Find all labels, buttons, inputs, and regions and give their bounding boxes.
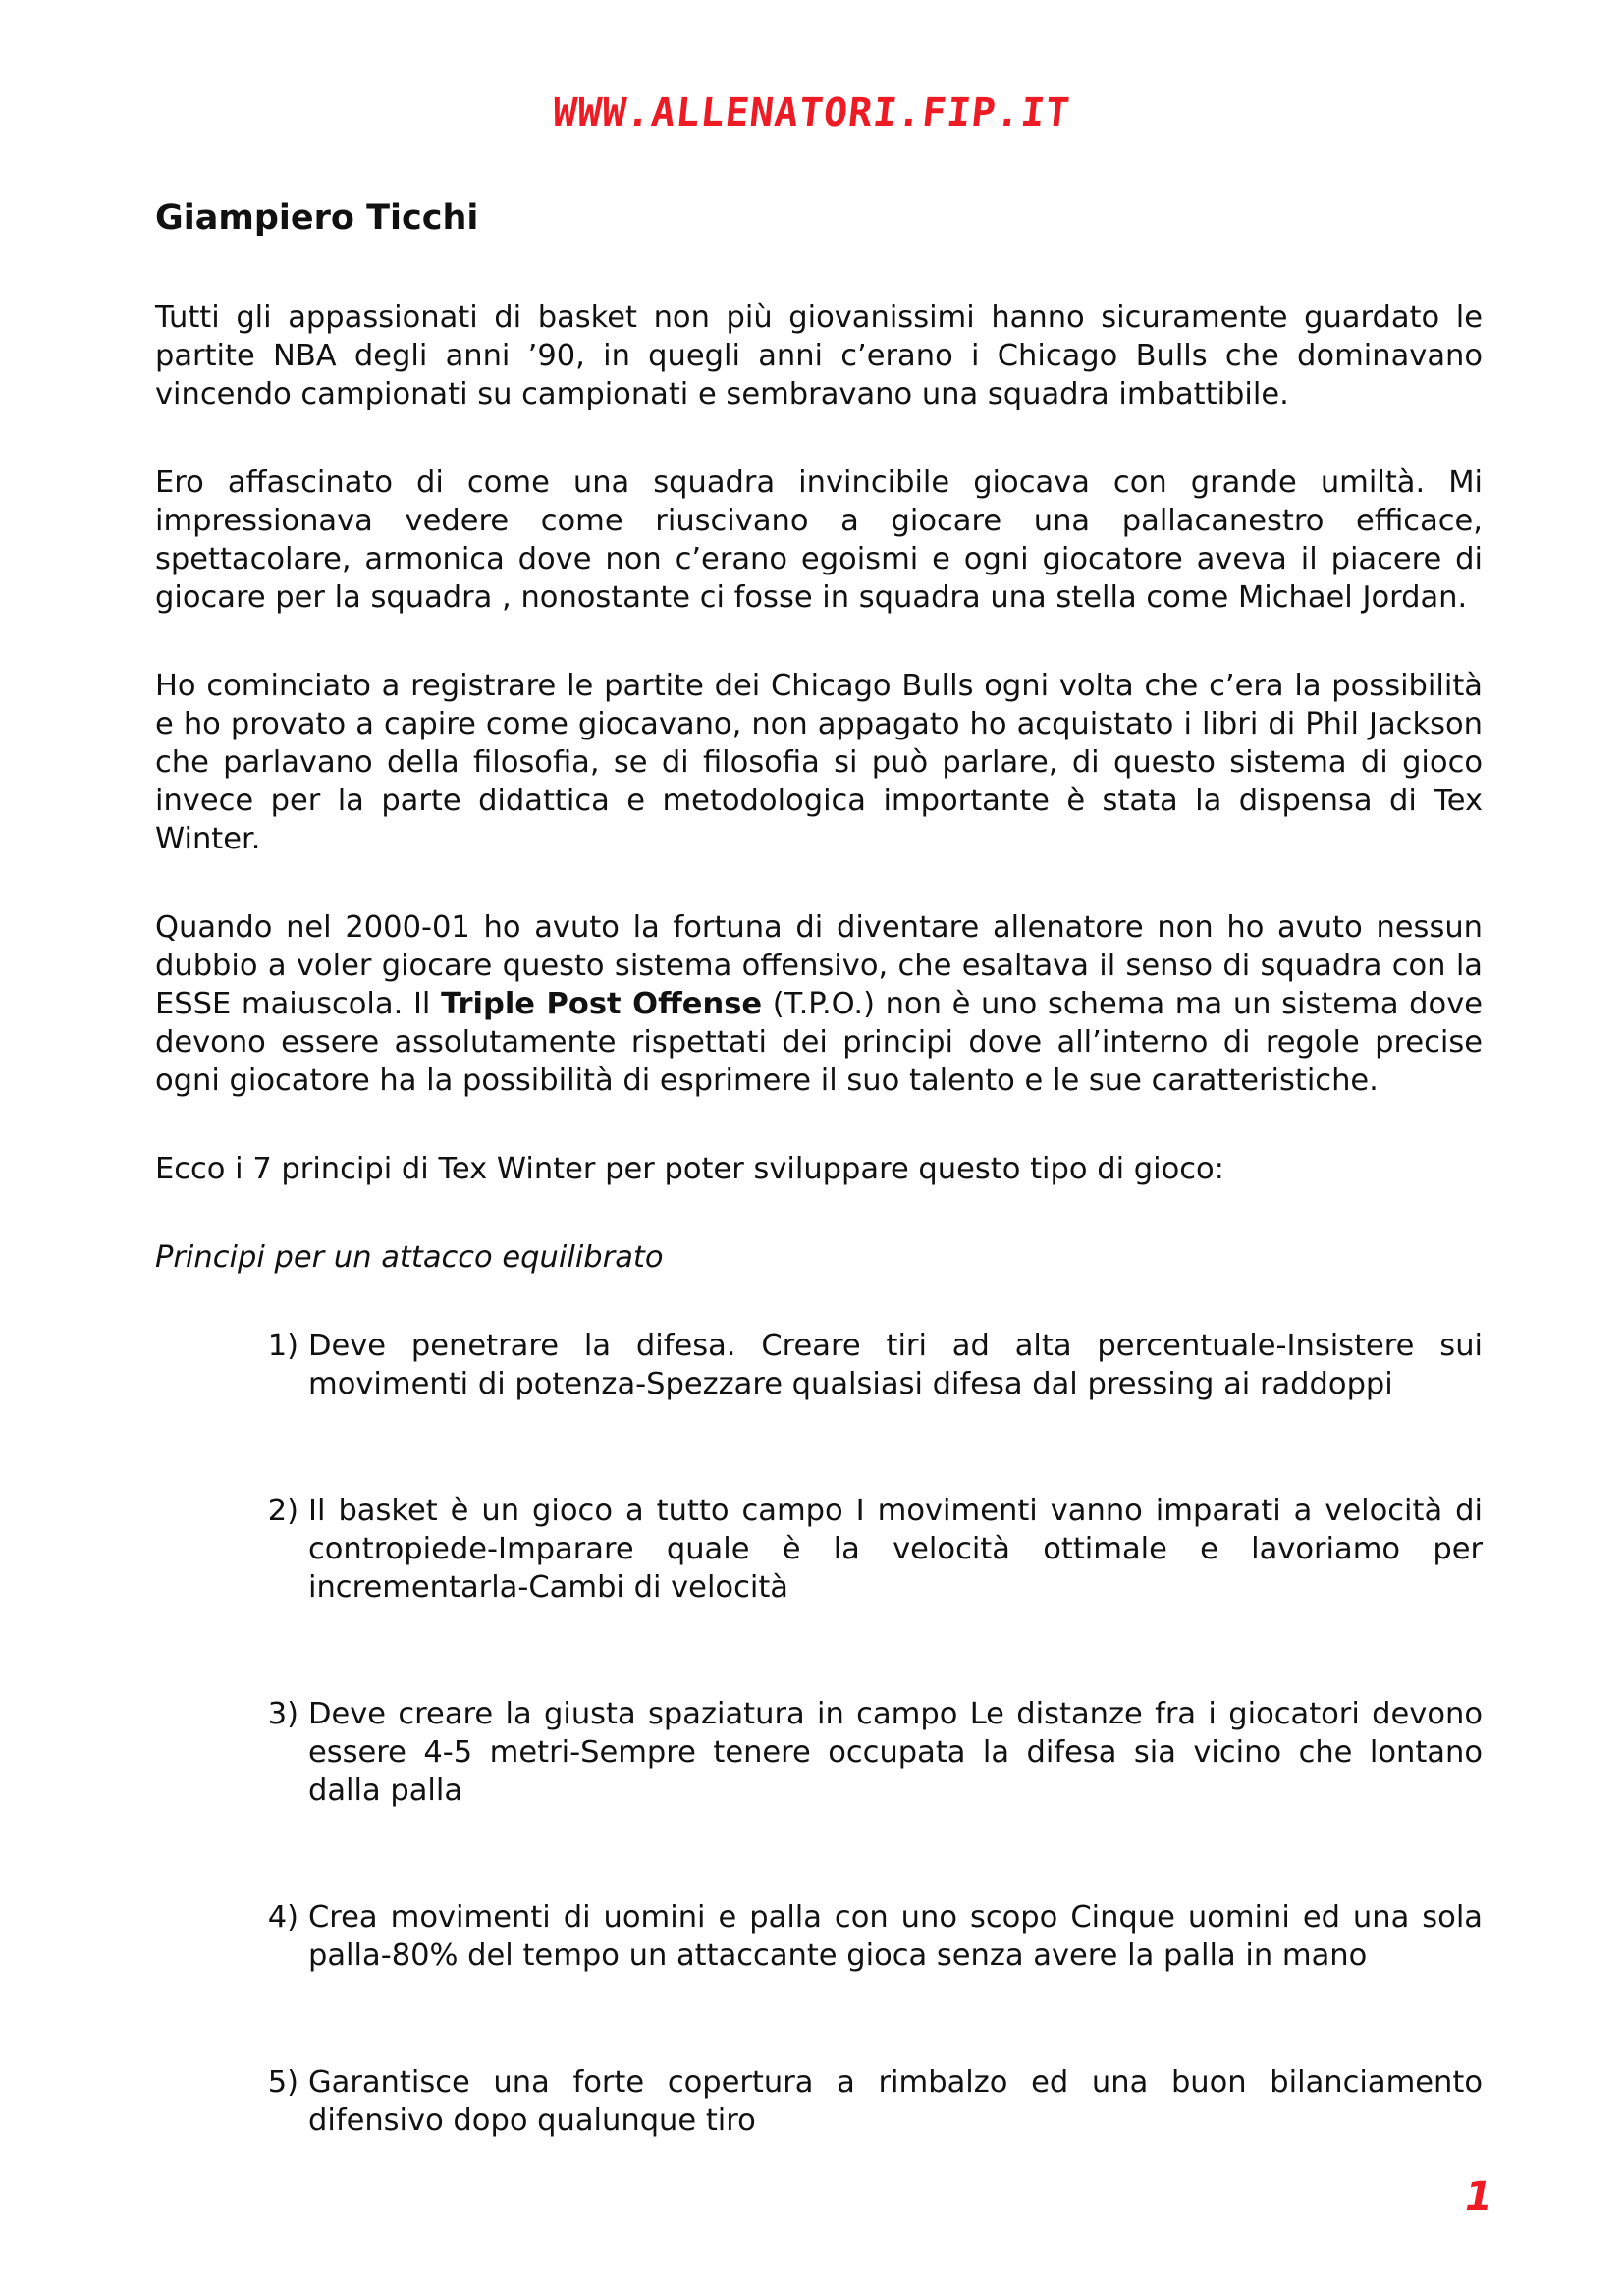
list-item-number: 1) [267,1329,298,1363]
section-title: Principi per un attacco equilibrato [155,1240,664,1275]
list-item [249,1898,1483,1975]
list-item-number: 4) [267,1900,298,1935]
page-number: 1 [1465,2174,1492,2219]
list-item [249,2063,1483,2140]
paragraph-4 [155,908,1483,1100]
list-item-number: 3) [267,1697,298,1731]
site-header[interactable]: WWW.ALLENATORI.FIP.IT [550,90,1073,136]
list-item [249,1327,1483,1403]
author-name: Giampiero Ticchi [155,198,479,238]
list-item [249,1492,1483,1607]
list-item [249,1695,1483,1810]
paragraph-4-text-start: Quando nel 2000-01 ho avuto la fortuna di diventare allenatore non ho avuto nessun dubbio a voler giocare questo sistema offensivo, che esaltava il senso di squadra con la ESSE maiuscola. Il [155,910,1483,1021]
list-item-text: Deve penetrare la difesa. Creare tiri ad alta percentuale-Insistere sui movimenti di potenza-Spezzare qualsiasi difesa dal pressing ai raddoppi [308,1329,1483,1401]
principles-list [155,1327,1483,2140]
list-item-text: Il basket è un gioco a tutto campo I movimenti vanno imparati a velocità di contropiede-Imparare quale è la velocità ottimale e lavoriamo per incrementarla-Cambi di velocità [308,1494,1483,1605]
document-body [155,299,1483,2140]
principles-intro: Ecco i 7 principi di Tex Winter per poter sviluppare questo tipo di gioco: [155,1152,1224,1186]
list-item-number: 5) [267,2065,298,2100]
list-item-text: Garantisce una forte copertura a rimbalzo ed una buon bilanciamento difensivo dopo qualunque tiro [308,2065,1483,2138]
list-item-text: Crea movimenti di uomini e palla con uno scopo Cinque uomini ed una sola palla-80% del tempo un attaccante gioca senza avere la palla in mano [308,1900,1483,1973]
list-item-number: 2) [267,1494,298,1528]
list-item-text: Deve creare la giusta spaziatura in campo Le distanze fra i giocatori devono essere 4-5 metri-Sempre tenere occupata la difesa sia vicino che lontano dalla palla [308,1697,1483,1808]
paragraph-3: Ho cominciato a registrare le partite dei Chicago Bulls ogni volta che c’era la possibilità e ho provato a capire come giocavano, non appagato ho acquistato i libri di Phil Jackson che parlavano della filosofia, se di filosofia si può parlare, di questo sistema di gioco invece per la parte didattica e metodologica importante è stata la dispensa di Tex Winter. [155,669,1483,856]
paragraph-1: Tutti gli appassionati di basket non più giovanissimi hanno sicuramente guardato le partite NBA degli anni ’90, in quegli anni c’erano i Chicago Bulls che dominavano vincendo campionati su campionati e sembravano una squadra imbattibile. [155,301,1483,411]
tpo-term: Triple Post Offense [441,987,763,1021]
paragraph-4-text-end: (T.P.O.) non è uno schema ma un sistema dove devono essere assolutamente rispettati dei principi dove all’interno di regole precise ogni giocatore ha la possibilità di esprimere il suo talento e le sue caratteristiche. [155,987,1484,1098]
paragraph-2: Ero affascinato di come una squadra invincibile giocava con grande umiltà. Mi impressionava vedere come riuscivano a giocare una pallacanestro efficace, spettacolare, armonica dove non c’erano egoismi e ogni giocatore aveva il piacere di giocare per la squadra , nonostante ci fosse in squadra una stella come Michael Jordan. [155,465,1483,615]
